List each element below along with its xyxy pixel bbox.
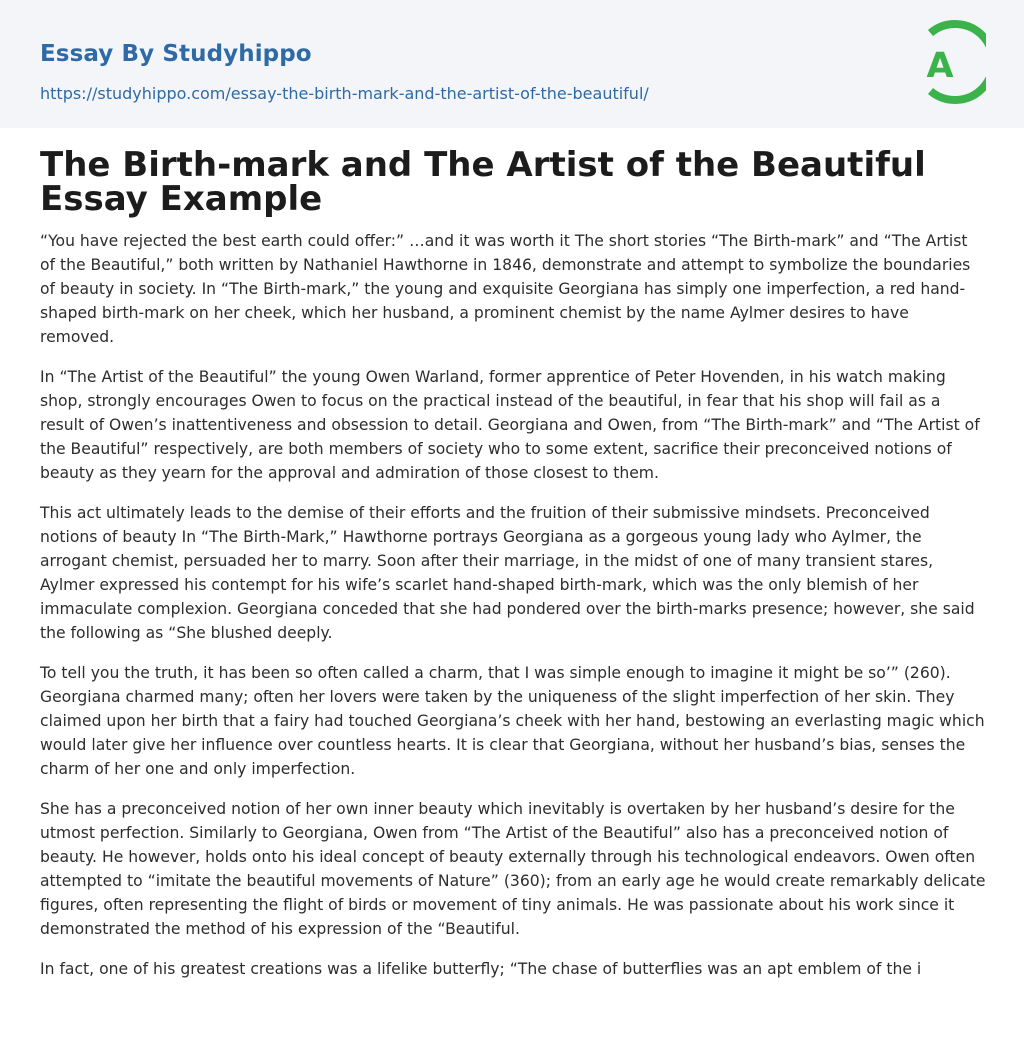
studyhippo-logo-icon[interactable]	[914, 19, 986, 105]
essay-paragraph: In “The Artist of the Beautiful” the young Owen Warland, former apprentice of Peter Hovenden, in his watch making shop, strongly encourages Owen to focus on the practical instead of the beautiful, in fear that his shop will fail as a result of Owen’s inattentiveness and obsession to detail. Georgiana and Owen, from “The Birth-mark” and “The Artist of the Beautiful” respectively, are both members of society who to some extent, sacrifice their preconceived notions of beauty as they yearn for the approval and admiration of those closest to them.	[40, 368, 980, 482]
site-brand[interactable]: Essay By Studyhippo	[40, 41, 312, 67]
essay-title: The Birth-mark and The Artist of the Beautiful Essay Example	[40, 145, 926, 219]
essay-paragraph: This act ultimately leads to the demise of their efforts and the fruition of their submissive mindsets. Preconceived notions of beauty In “The Birth-Mark,” Hawthorne portrays Georgiana as a gorgeous young lady who Aylmer, the arrogant chemist, persuaded her to marry. Soon after their marriage, in the midst of one of many transient stares, Aylmer expressed his contempt for his wife’s scarlet hand-shaped birth-mark, which was the only blemish of her immaculate complexion. Georgiana conceded that she had pondered over the birth-marks presence; however, she said the following as “She blushed deeply.	[40, 504, 975, 642]
site-header	[0, 0, 1024, 128]
essay-paragraph: “You have rejected the best earth could offer:” …and it was worth it The short stories “The Birth-mark” and “The Artist of the Beautiful,” both written by Nathaniel Hawthorne in 1846, demonstrate and attempt to symbolize the boundaries of beauty in society. In “The Birth-mark,” the young and exquisite Georgiana has simply one imperfection, a red hand-shaped birth-mark on her cheek, which her husband, a prominent chemist by the name Aylmer desires to have removed.	[40, 232, 971, 346]
essay-paragraph: To tell you the truth, it has been so often called a charm, that I was simple enough to imagine it might be so’” (260). Georgiana charmed many; often her lovers were taken by the uniqueness of the slight imperfection of her skin. They claimed upon her birth that a fairy had touched Georgiana’s cheek with her hand, bestowing an everlasting magic which would later give her influence over countless hearts. It is clear that Georgiana, without her husband’s bias, senses the charm of her one and only imperfection.	[40, 664, 985, 778]
essay-url-link[interactable]: https://studyhippo.com/essay-the-birth-mark-and-the-artist-of-the-beautiful/	[40, 84, 649, 103]
essay-body	[40, 229, 986, 997]
essay-paragraph: She has a preconceived notion of her own inner beauty which inevitably is overtaken by her husband’s desire for the utmost perfection. Similarly to Georgiana, Owen from “The Artist of the Beautiful” also has a preconceived notion of beauty. He however, holds onto his ideal concept of beauty externally through his technological endeavors. Owen often attempted to “imitate the beautiful movements of Nature” (360); from an early age he would create remarkably delicate figures, often representing the flight of birds or movement of tiny animals. He was passionate about his work since it demonstrated the method of his expression of the “Beautiful.	[40, 800, 986, 938]
logo-letter: A	[926, 46, 954, 86]
essay-paragraph: In fact, one of his greatest creations was a lifelike butterfly; “The chase of butterflies was an apt emblem of the i	[40, 960, 922, 978]
